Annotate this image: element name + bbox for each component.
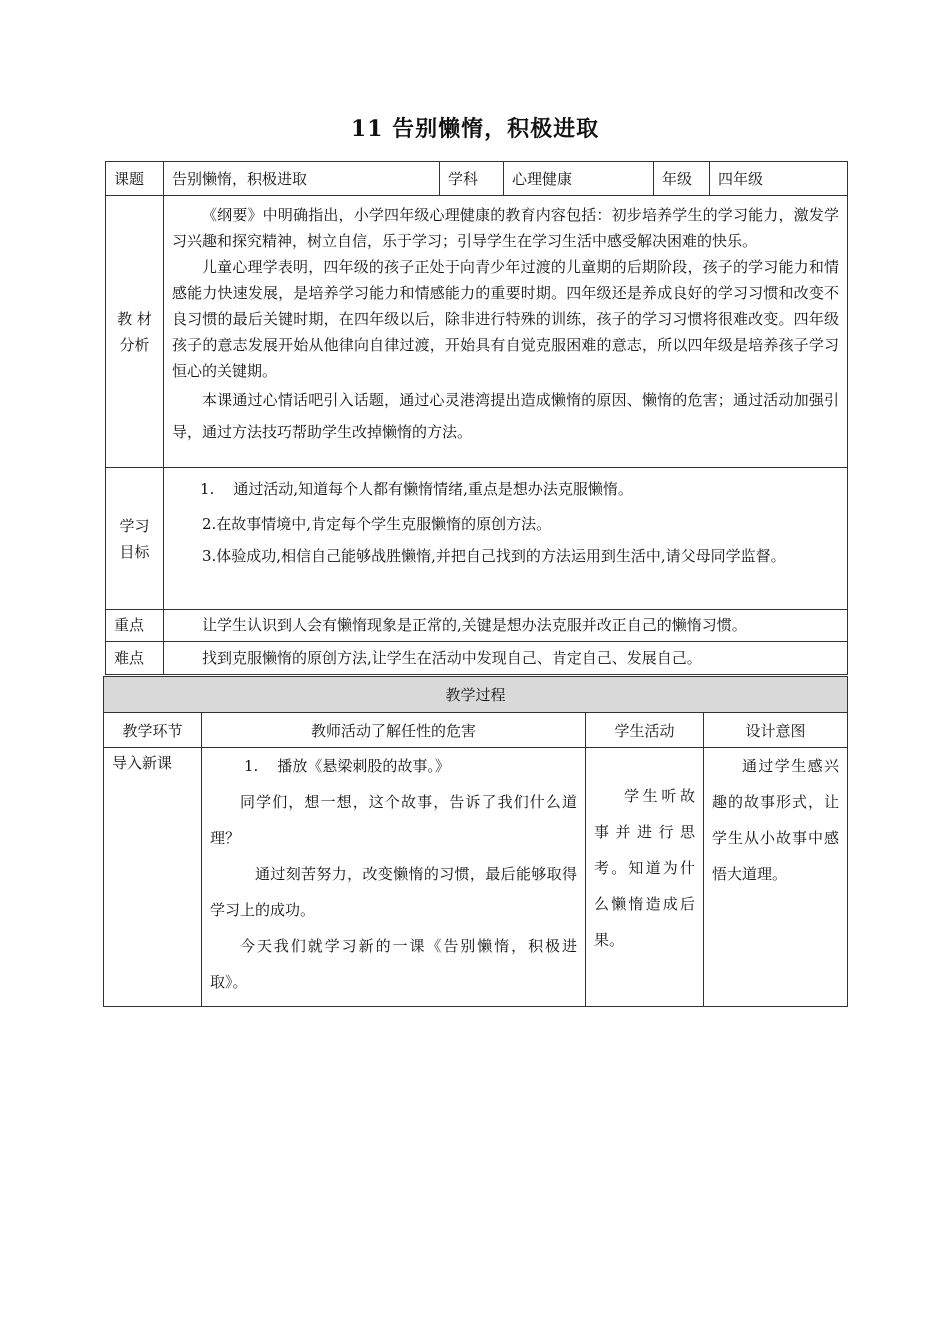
lesson-info-table <box>105 161 848 675</box>
goal-item: 3.体验成功,相信自己能够战胜懒惰,并把自己找到的方法运用到生活中,请父母同学监督。 <box>202 547 786 565</box>
goals-label: 学习 目标 <box>106 468 164 610</box>
analysis-label: 教 材 分析 <box>106 196 164 468</box>
goal-item: 2.在故事情境中,肯定每个学生克服懒惰的原创方法。 <box>202 515 552 533</box>
column-header: 教学环节 <box>104 713 202 748</box>
student-activity-cell <box>586 748 704 1007</box>
column-header: 教师活动了解任性的危害 <box>202 713 586 748</box>
key-point-text: 让学生认识到人会有懒惰现象是正常的,关键是想办法克服并改正自己的懒惰习惯。 <box>164 610 848 642</box>
analysis-paragraph: 本课通过心情话吧引入话题，通过心灵港湾提出造成懒惰的原因、懒惰的危害；通过活动加强引导，通过方法技巧帮助学生改掉懒惰的方法。 <box>172 391 839 441</box>
analysis-paragraph: 儿童心理学表明，四年级的孩子正处于向青少年过渡的儿童期的后期阶段，孩子的学习能力和情感能力快速发展，是培养学习能力和情感能力的重要时期。四年级还是养成良好的学习习惯和改变不良习惯的最后关键时期，在四年级以后，除非进行特殊的训练，孩子的学习习惯将很难改变。四年级孩子的意志发展开始从他律向自律过渡，开始具有自觉克服困难的意志，所以四年级是培养孩子学习恒心的关键期。 <box>172 258 839 380</box>
topic-label: 课题 <box>106 162 164 196</box>
topic-value: 告别懒惰，积极进取 <box>164 162 440 196</box>
design-intent-cell <box>704 748 848 1007</box>
difficulty-text: 找到克服懒惰的原创方法,让学生在活动中发现自己、肯定自己、发展自己。 <box>164 642 848 675</box>
stage-cell: 导入新课 <box>104 748 202 1007</box>
teacher-step: 1. 播放《悬梁刺股的故事。》 <box>244 757 450 775</box>
grade-label: 年级 <box>654 162 710 196</box>
difficulty-label: 难点 <box>106 642 164 675</box>
process-heading: 教学过程 <box>104 677 848 713</box>
subject-label: 学科 <box>440 162 504 196</box>
design-intent-text: 通过学生感兴趣的故事形式，让学生从小故事中感悟大道理。 <box>712 757 840 883</box>
column-header: 设计意图 <box>704 713 848 748</box>
teacher-step: 同学们，想一想，这个故事，告诉了我们什么道理？ <box>210 793 577 847</box>
key-point-label: 重点 <box>106 610 164 642</box>
teacher-activity-cell <box>202 748 586 1007</box>
goal-item: 1. 通过活动,知道每个人都有懒惰情绪,重点是想办法克服懒惰。 <box>200 480 633 498</box>
student-activity-text: 学生听故事并进行思考。知道为什么懒惰造成后果。 <box>594 787 695 949</box>
analysis-content <box>164 196 848 468</box>
teacher-step: 通过刻苦努力，改变懒惰的习惯，最后能够取得学习上的成功。 <box>210 865 577 919</box>
page-title: 11 告别懒惰，积极进取 <box>350 116 600 142</box>
subject-value: 心理健康 <box>504 162 654 196</box>
grade-value: 四年级 <box>710 162 848 196</box>
goals-content <box>164 468 848 610</box>
teacher-step: 今天我们就学习新的一课《告别懒惰，积极进取》。 <box>210 937 577 991</box>
column-header: 学生活动 <box>586 713 704 748</box>
analysis-paragraph: 《纲要》中明确指出，小学四年级心理健康的教育内容包括：初步培养学生的学习能力，激发学习兴趣和探究精神，树立自信，乐于学习；引导学生在学习生活中感受解决困难的快乐。 <box>172 206 839 250</box>
teaching-process-table <box>103 676 848 1007</box>
